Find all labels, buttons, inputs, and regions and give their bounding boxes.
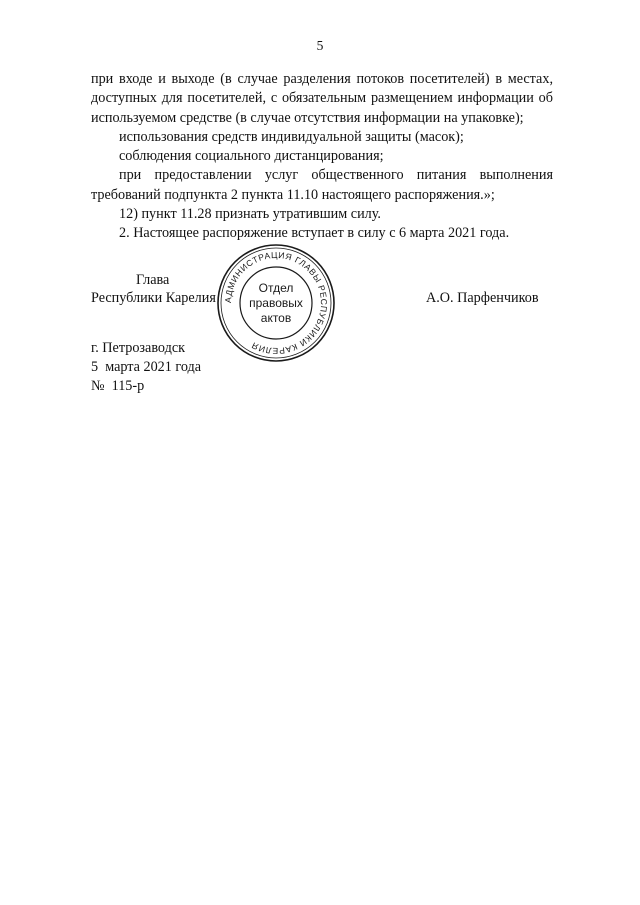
paragraph-distancing: соблюдения социального дистанцирования; bbox=[119, 148, 384, 165]
official-stamp bbox=[214, 241, 338, 365]
stamp-ring-text: АДМИНИСТРАЦИЯ ГЛАВЫ РЕСПУБЛИКИ КАРЕЛИЯ bbox=[222, 249, 330, 357]
document-body bbox=[91, 70, 553, 244]
paragraph-item-12: 12) пункт 11.28 признать утратившим силу. bbox=[119, 206, 381, 223]
document-date: 5 марта 2021 года bbox=[91, 359, 202, 375]
document-footer bbox=[91, 339, 201, 396]
paragraph-masks: использования средств индивидуальной защиты (масок); bbox=[119, 128, 464, 145]
page-number: 5 bbox=[316, 38, 324, 53]
stamp-center-line3: актов bbox=[260, 311, 292, 325]
paragraph-effective-date: 2. Настоящее распоряжение вступает в силу с 6 марта 2021 года. bbox=[119, 225, 510, 242]
stamp-seal-icon bbox=[214, 241, 338, 365]
signatory-title-line2: Республики Карелия bbox=[91, 290, 216, 306]
document-city: г. Петрозаводск bbox=[91, 340, 186, 356]
stamp-center-line1: Отдел bbox=[258, 281, 294, 295]
signatory-name: А.О. Парфенчиков bbox=[426, 290, 539, 306]
paragraph-entrance-exit: при входе и выходе (в случае разделения потоков посетителей) в местах, доступных для посетителей, с обязательным размещением информации об используемом средстве (в случае отсутствия информации на упаковке); bbox=[91, 71, 553, 126]
stamp-center-line2: правовых bbox=[249, 296, 303, 310]
paragraph-catering: при предоставлении услуг общественного питания выполнения требований подпункта 2 пункта 11.10 настоящего распоряжения.»; bbox=[91, 167, 553, 203]
document-number: № 115-р bbox=[91, 378, 145, 394]
signatory-title-line1: Глава bbox=[136, 272, 170, 288]
